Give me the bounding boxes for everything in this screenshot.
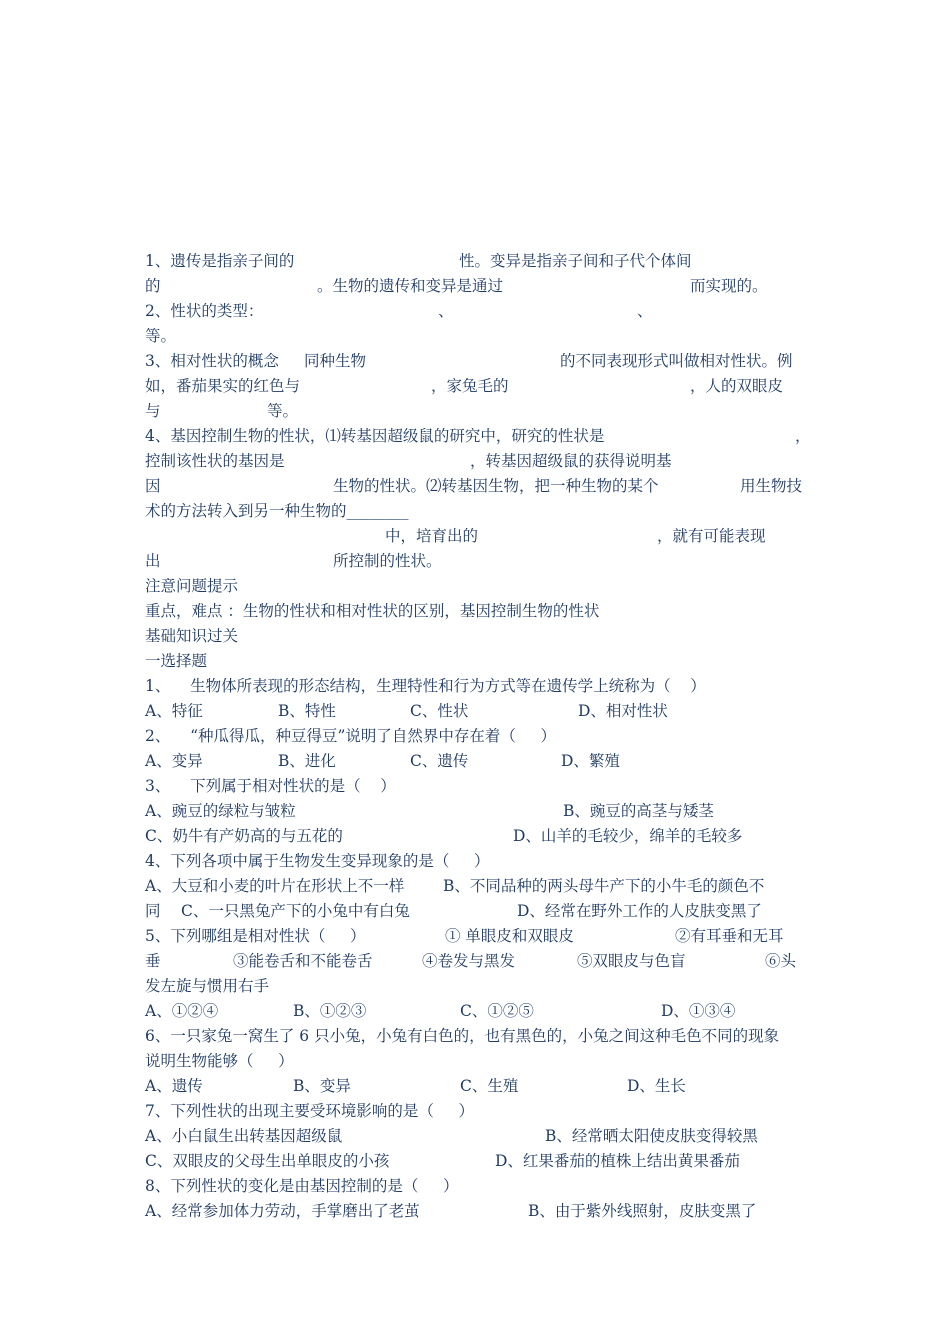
fill-q3-text: 的不同表现形式叫做相对性状。例 (560, 352, 793, 370)
fill-q4-text: 控制该性状的基因是 (145, 452, 285, 470)
option-d: D、相对性状 (578, 702, 668, 720)
fill-q3-text: 如，番茄果实的红色与 (145, 377, 301, 395)
notes-basic-text: 基础知识过关 (145, 627, 239, 645)
fill-q1-text: 。生物的遗传和变异是通过 (317, 277, 504, 295)
fill-q1-text: 1、遗传是指亲子间的 (145, 252, 295, 270)
option-a: A、①②④ (145, 1002, 219, 1020)
question-stem-continued: 说明生物能够（ ） (145, 1052, 294, 1070)
option-a: A、特征 (145, 702, 203, 720)
fill-q4-text: 中，培育出的 (385, 527, 479, 545)
option-d: D、经常在野外工作的人皮肤变黑了 (517, 902, 762, 920)
option-c: C、一只黑兔产下的小兔中有白兔 (181, 902, 410, 920)
question-stem: 8、下列性状的变化是由基因控制的是（ ） (145, 1177, 459, 1195)
pair-4: ④卷发与黑发 (422, 952, 516, 970)
option-a: A、变异 (145, 752, 203, 770)
question-stem: 3、 下列属于相对性状的是（ ） (145, 777, 396, 795)
option-b: B、不同品种的两头母牛产下的小牛毛的颜色不 (443, 877, 765, 895)
option-c: C、奶牛有产奶高的与五花的 (145, 827, 343, 845)
option-d: D、山羊的毛较少，绵羊的毛较多 (513, 827, 743, 845)
notes-title-text: 注意问题提示 (145, 577, 239, 595)
fill-q4-text: 因 (145, 477, 161, 495)
fill-q4-text: 所控制的性状。 (333, 552, 442, 570)
fill-q1-text: 性。变异是指亲子间和子代个体间 (459, 252, 692, 270)
fill-q4-text: 术的方法转入到另一种生物的________ (145, 502, 409, 520)
question-stem: 5、下列哪组是相对性状（ ） (145, 927, 366, 945)
pair-2-continued: 垂 (145, 952, 161, 970)
option-b: B、①②③ (293, 1002, 367, 1020)
fill-q4-text: 生物的性状。⑵转基因生物，把一种生物的某个 (333, 477, 659, 495)
option-b: B、经常晒太阳使皮肤变得较黑 (545, 1127, 758, 1145)
option-b: B、变异 (293, 1077, 351, 1095)
option-b: B、豌豆的高茎与矮茎 (563, 802, 714, 820)
option-a: A、豌豆的绿粒与皱粒 (145, 802, 296, 820)
option-c: C、生殖 (460, 1077, 519, 1095)
option-a: A、大豆和小麦的叶片在形状上不一样 (145, 877, 405, 895)
option-d: D、繁殖 (561, 752, 620, 770)
question-stem: 7、下列性状的出现主要受环境影响的是（ ） (145, 1102, 474, 1120)
fill-q4-text: 出 (145, 552, 161, 570)
option-b: B、进化 (278, 752, 336, 770)
fill-q3-text: 3、相对性状的概念 (145, 352, 279, 370)
fill-q3-text: 同种生物 (304, 352, 367, 370)
option-d: D、生长 (627, 1077, 686, 1095)
option-b: B、特性 (278, 702, 336, 720)
fill-q4-text: 4、基因控制生物的性状，⑴转基因超级鼠的研究中，研究的性状是 (145, 427, 605, 445)
mc-q8-options-row1 (145, 1201, 825, 1281)
notes-key-text: 重点，难点 ：生物的性状和相对性状的区别，基因控制生物的性状 (145, 602, 600, 620)
fill-q4-text: ， (795, 427, 811, 445)
question-stem: 2、 “种瓜得瓜，种豆得豆”说明了自然界中存在着（ ） (145, 727, 557, 745)
fill-q1-text: 的 (145, 277, 161, 295)
option-d: D、①③④ (661, 1002, 736, 1020)
option-b: B、由于紫外线照射，皮肤变黑了 (528, 1202, 757, 1220)
fill-q3-text: ，人的双眼皮 (690, 377, 784, 395)
fill-q2-text: 、 (438, 302, 454, 320)
option-a: A、小白鼠生出转基因超级鼠 (145, 1127, 343, 1145)
question-stem: 6、一只家兔一窝生了 6 只小兔，小兔有白色的，也有黑色的，小兔之间这种毛色不同的现象 (145, 1027, 780, 1045)
section-heading-text: 一选择题 (145, 652, 208, 670)
fill-q1-text: 而实现的。 (690, 277, 768, 295)
pair-5: ⑤双眼皮与色盲 (577, 952, 686, 970)
pair-6: ⑥头 (765, 952, 797, 970)
question-stem: 1、 生物体所表现的形态结构，生理特性和行为方式等在遗传学上统称为（ ） (145, 677, 706, 695)
pair-2: ②有耳垂和无耳 (675, 927, 784, 945)
fill-q4-text: 用生物技 (740, 477, 803, 495)
option-c: C、性状 (410, 702, 469, 720)
option-c: C、遗传 (410, 752, 469, 770)
pair-1: ① 单眼皮和双眼皮 (445, 927, 574, 945)
option-c: C、双眼皮的父母生出单眼皮的小孩 (145, 1152, 390, 1170)
option-b-continued: 同 (145, 902, 161, 920)
fill-q3-text: 与 (145, 402, 161, 420)
fill-q2-text: 、 (637, 302, 653, 320)
pair-3: ③能卷舌和不能卷舌 (233, 952, 373, 970)
option-d: D、红果番茄的植株上结出黄果番茄 (495, 1152, 740, 1170)
option-c: C、①②⑤ (460, 1002, 534, 1020)
option-a: A、经常参加体力劳动，手掌磨出了老茧 (145, 1202, 420, 1220)
fill-q4-text: ，就有可能表现 (657, 527, 766, 545)
fill-q3-text: ，家兔毛的 (431, 377, 509, 395)
fill-q4-text: ，转基因超级鼠的获得说明基 (470, 452, 672, 470)
pair-6-continued: 发左旋与惯用右手 (145, 977, 270, 995)
question-stem: 4、下列各项中属于生物发生变异现象的是（ ） (145, 852, 490, 870)
fill-q2-text: 等。 (145, 327, 177, 345)
fill-q2-text: 2、性状的类型： (145, 302, 264, 320)
option-a: A、遗传 (145, 1077, 203, 1095)
fill-q3-text: 等。 (267, 402, 299, 420)
